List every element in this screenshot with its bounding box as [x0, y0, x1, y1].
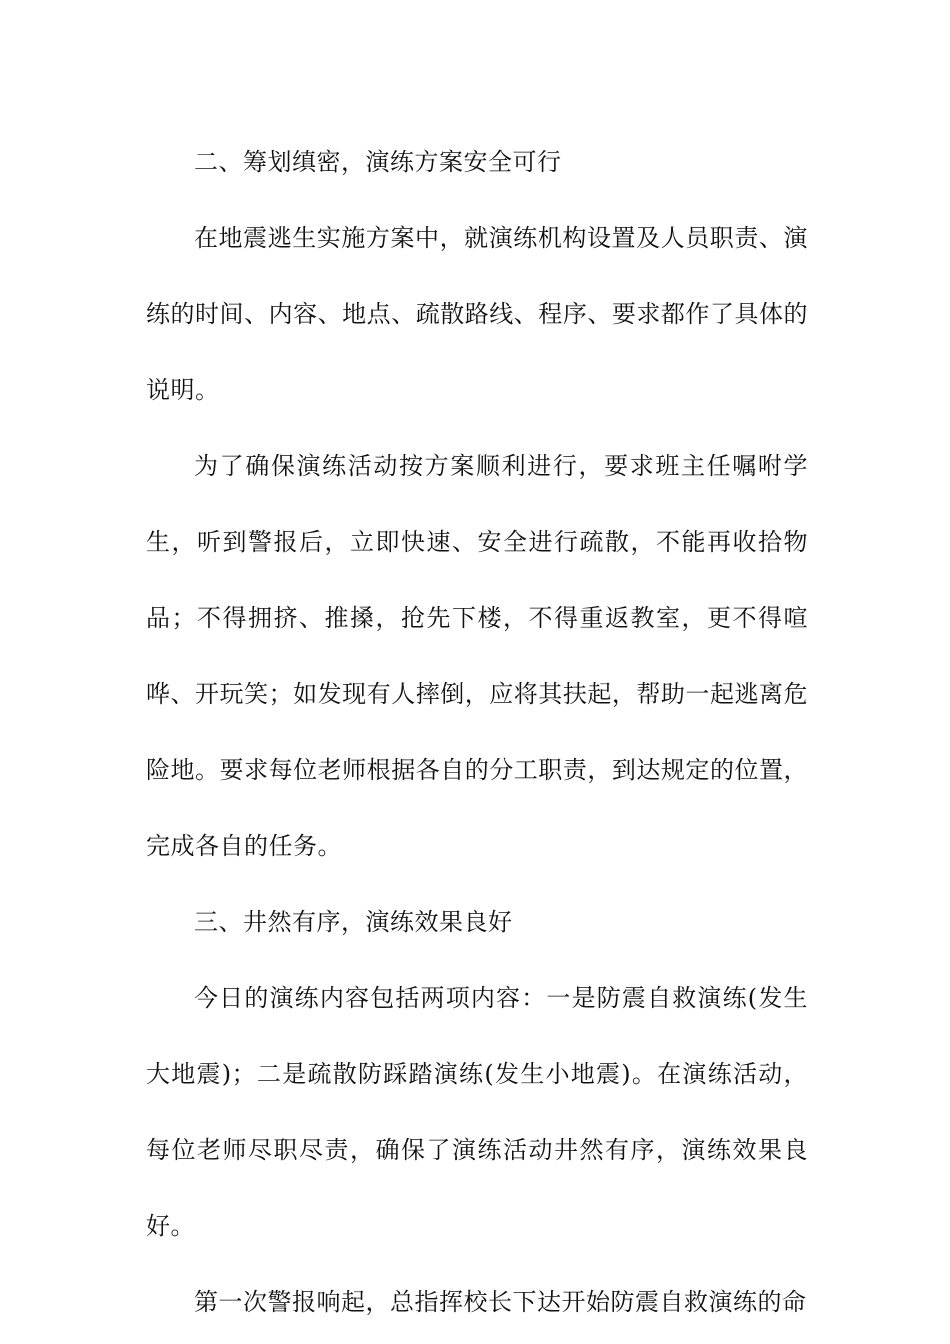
- document-body: [146, 124, 808, 1340]
- paragraph-plan-description: 在地震逃生实施方案中，就演练机构设置及人员职责、演练的时间、内容、地点、疏散路线、程序、要求都作了具体的说明。: [146, 224, 808, 404]
- paragraph-drill-content: 今日的演练内容包括两项内容：一是防震自救演练(发生大地震)；二是疏散防踩踏演练(发生小地震)。在演练活动，每位老师尽职尽责，确保了演练活动井然有序，演练效果良好。: [146, 984, 808, 1240]
- section-heading-3: 三、井然有序，演练效果良好: [194, 908, 513, 936]
- paragraph-first-alarm: 第一次警报响起，总指挥校长下达开始防震自救演练的命: [194, 1288, 807, 1316]
- paragraph-requirements: 为了确保演练活动按方案顺利进行，要求班主任嘱咐学生，听到警报后，立即快速、安全进行疏散，不能再收拾物品；不得拥挤、推搡，抢先下楼，不得重返教室，更不得喧哗、开玩笑；如发现有人摔倒，应将其扶起，帮助一起逃离危险地。要求每位老师根据各自的分工职责，到达规定的位置，完成各自的任务。: [146, 452, 808, 860]
- section-heading-2: 二、筹划缜密，演练方案安全可行: [194, 148, 562, 176]
